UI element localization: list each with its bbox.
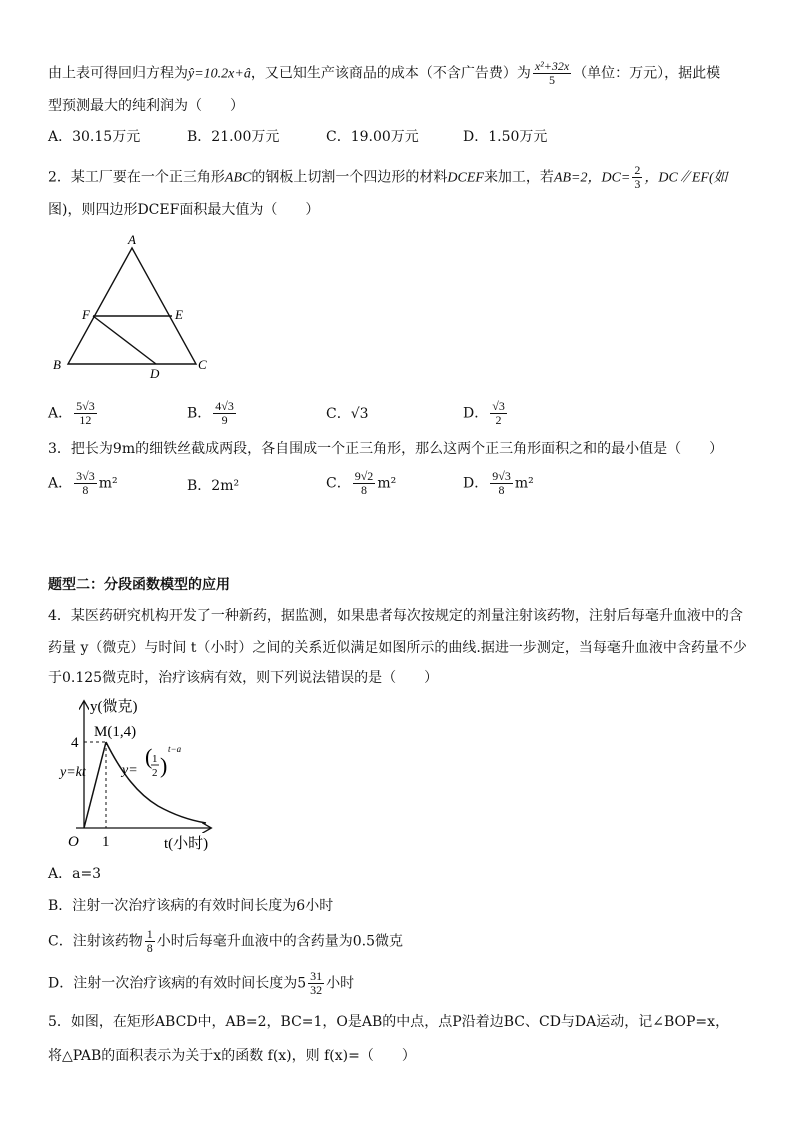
regression-equation: ŷ=10.2x+â — [188, 66, 251, 82]
q5-line2: 将△PAB的面积表示为关于x的函数 f(x)，则 f(x)=（ ） — [48, 1048, 416, 1064]
x-tick-1: 1 — [102, 834, 110, 850]
q0-option-a[interactable]: A．30.15万元 — [48, 129, 141, 145]
q2-option-b[interactable]: B． $\frac{4√3}{9}$ — [187, 399, 234, 427]
right-function-label: y= — [122, 763, 138, 778]
right-fn-exp: t−a — [168, 744, 182, 754]
triangle-figure — [48, 232, 218, 380]
right-fn-den: 2 — [152, 767, 158, 779]
q0-line1 — [48, 60, 720, 87]
q2-text-c: 来加工，若 — [483, 169, 554, 186]
q5-line1: 5．如图，在矩形ABCD中，AB=2，BC=1，O是AB的中点，点P沿着边BC、CD与DA运动，记∠BOP=x， — [48, 1014, 730, 1030]
label-b: B — [53, 357, 61, 372]
x-axis-label: t(小时) — [164, 836, 209, 852]
q2-text-b: 的钢板上切割一个四边形的材料 — [251, 169, 448, 186]
q0-text-c: （单位：万元），据此模 — [573, 65, 721, 82]
q2-option-d[interactable]: D． $\frac{√3}{2}$ — [463, 399, 505, 427]
q0-option-d[interactable]: D．1.50万元 — [463, 129, 548, 145]
q2-ab: AB=2，DC= — [553, 170, 631, 186]
q2-text-a: 2．某工厂要在一个正三角形 — [48, 169, 225, 186]
q2-text-d: ，DC∥EF(如 — [644, 170, 728, 186]
q2-option-c[interactable]: C．√3 — [326, 406, 369, 422]
quad-dcef: DCEF — [447, 170, 484, 186]
label-e: E — [175, 307, 183, 322]
q0-line2: 型预测最大的纯利润为（ ） — [48, 98, 244, 114]
q4-option-b[interactable]: B．注射一次治疗该病的有效时间长度为6小时 — [48, 898, 334, 914]
q2-line2: 图)，则四边形DCEF面积最大值为（ ） — [48, 202, 320, 218]
svg-text:(: ( — [145, 744, 153, 769]
q0-option-b[interactable]: B．21.00万元 — [187, 129, 280, 145]
q2-option-a[interactable]: A． $\frac{5√3}{12}$ — [48, 399, 95, 427]
label-d: D — [150, 366, 160, 380]
q0-text-b: ，又已知生产该商品的成本（不含广告费）为 — [250, 65, 531, 82]
q3-option-a[interactable]: A． $\frac{3√3}{8}$ m² — [48, 469, 118, 497]
q4-line3: 于0.125微克时，治疗该病有效，则下列说法错误的是（ ） — [48, 670, 439, 686]
q3-option-d[interactable]: D． $\frac{9√3}{8}$ m² — [463, 469, 534, 497]
y-tick-4: 4 — [71, 735, 79, 751]
q4-option-d[interactable]: D．注射一次治疗该病的有效时间长度为5 $\frac{31}{32}$ 小时 — [48, 969, 355, 997]
q3-line1: 3．把长为9m的细铁丝截成两段，各自围成一个正三角形，那么这两个正三角形面积之和的最小值是（ ） — [48, 441, 724, 457]
q4-line1: 4．某医药研究机构开发了一种新药，据监测，如果患者每次按规定的剂量注射该药物，注射后每毫升血液中的含 — [48, 608, 743, 624]
y-axis-label: y(微克) — [90, 699, 138, 715]
q4-line2: 药量 y（微克）与时间 t（小时）之间的关系近似满足如图所示的曲线.据进一步测定，当每毫升血液中含药量不少 — [48, 640, 747, 656]
q2-line1 — [48, 164, 728, 191]
q3-option-b[interactable]: B．2m² — [187, 478, 240, 494]
triangle-abc: ABC — [224, 170, 252, 186]
origin-label: O — [68, 834, 79, 850]
q0-text-a: 由上表可得回归方程为 — [48, 65, 188, 82]
q0-option-c[interactable]: C．19.00万元 — [326, 129, 419, 145]
left-function-label: y=kt — [60, 765, 86, 780]
cost-fraction: $\frac{\text{x²+32x}}{5}$ — [534, 59, 570, 87]
label-f: F — [82, 307, 90, 322]
svg-text:): ) — [160, 753, 168, 778]
section-heading: 题型二：分段函数模型的应用 — [48, 577, 230, 593]
label-a: A — [128, 232, 136, 247]
label-c: C — [198, 357, 207, 372]
q4-option-c[interactable]: C．注射该药物 $\frac{1}{8}$ 小时后每毫升血液中的含药量为0.5微克 — [48, 927, 403, 955]
point-m-label: M(1,4) — [94, 724, 137, 740]
q3-option-c[interactable]: C． $\frac{9√2}{8}$ m² — [326, 469, 397, 497]
drug-graph — [56, 694, 226, 856]
right-fn-num: 1 — [152, 753, 158, 765]
q4-option-a[interactable]: A．a=3 — [48, 866, 102, 882]
dc-fraction: $\frac{2}{3}$ — [634, 163, 641, 191]
